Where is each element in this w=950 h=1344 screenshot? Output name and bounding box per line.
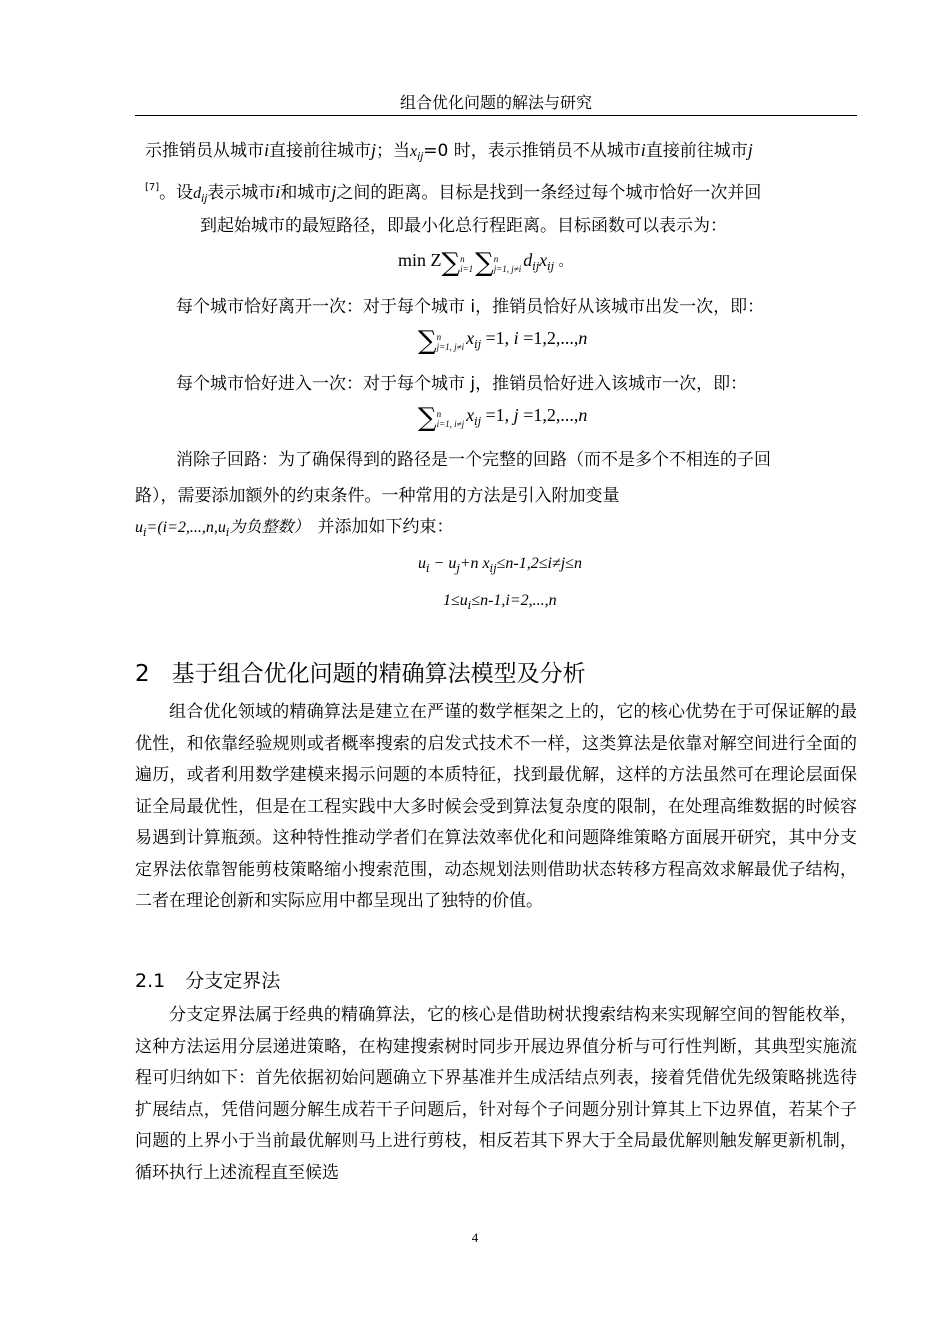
math-var: i — [275, 182, 281, 202]
math-var: i — [640, 140, 646, 160]
intro-line-3: 到起始城市的最短路径，即最小化总行程距离。目标函数可以表示为： — [200, 216, 727, 236]
math-text: +n x — [459, 555, 490, 572]
section-2-1-heading — [135, 966, 280, 993]
math-text: =1,2,..., — [518, 328, 579, 348]
intro-line-2 — [145, 178, 761, 209]
text-fragment: =0 时，表示推销员不从城市 — [423, 141, 641, 161]
math-sub: ij — [474, 338, 482, 351]
text-fragment: 并添加如下约束： — [317, 517, 454, 537]
section-2-heading — [135, 655, 586, 688]
text-fragment: 为负整数） — [229, 517, 310, 536]
text-fragment: ；当 — [376, 141, 411, 161]
sum-limits: n j=1, j≠i — [493, 254, 522, 274]
sum-symbol: ∑ — [441, 248, 461, 278]
math-var: u — [135, 519, 143, 536]
header-rule — [135, 115, 857, 116]
subtour-constraint-2: $1\le u_i\le n-1,i=2,...,n$ — [443, 592, 557, 612]
text-fragment: 示推销员从城市 — [145, 141, 264, 161]
math-var: d — [193, 185, 202, 202]
math-text: ≤n-1,2≤i≠j≤n — [496, 555, 582, 572]
math-text: − u — [429, 555, 457, 572]
math-var: x — [539, 250, 548, 270]
math-var: n — [578, 405, 588, 425]
section-number: 2.1 — [135, 970, 166, 992]
math-text: =1,2,..., — [518, 405, 579, 425]
math-var: n — [578, 328, 588, 348]
text-fragment: 和城市 — [280, 183, 332, 203]
page-number: 4 — [471, 1230, 479, 1245]
math-text: =1, — [481, 328, 514, 348]
constraint-2-formula — [418, 405, 587, 432]
math-var: x — [410, 143, 418, 160]
citation: [7] — [145, 182, 160, 193]
math-text: ≤n-1,i=2,...,n — [471, 592, 557, 609]
math-sub: ij — [474, 415, 482, 428]
math-sub: ij — [201, 192, 208, 205]
math-var: j — [513, 405, 519, 425]
running-header: 组合优化问题的解法与研究 — [399, 93, 592, 112]
math-var: x — [466, 405, 475, 425]
intro-line-1 — [145, 140, 753, 167]
text-fragment: 。 — [554, 254, 573, 270]
sum-symbol: ∑ — [475, 248, 494, 278]
constraint-1-formula — [418, 328, 587, 355]
math-sub: ij — [547, 260, 555, 273]
math-var: i — [513, 328, 519, 348]
paragraph: 分支定界法属于经典的精确算法，它的核心是借助树状搜索结构来实现解空间的智能枚举，这种方法运用分层递进策略，在构建搜索树时同步开展边界值分析与可行性判断，其典型实施流程可归纳如下：首先依据初始问题确立下界基准并生成活结点列表，接着凭借优先级策略挑选待扩展结点，凭借问题分解生成若干子问题后，针对每个子问题分别计算其上下边界值，若某个子问题的上界小于当前最优解则马上进行剪枝，相反若其下界大于全局最优解则触发解更新机制，循环执行上述流程直至候选 — [135, 1005, 857, 1183]
math-text: 1≤u — [443, 592, 468, 609]
math-var: d — [523, 250, 533, 270]
sum-limits: n i=1, i≠j — [436, 409, 465, 429]
subtour-variable-line: $u_i=(i=2,...,n,u_i$为负整数） 并添加如下约束： — [135, 517, 454, 539]
objective-formula — [398, 250, 573, 277]
math-text: min Z — [398, 250, 442, 270]
sum-symbol: ∑ — [418, 403, 437, 433]
constraint-1-text: 每个城市恰好离开一次：对于每个城市 i，推销员恰好从该城市出发一次，即： — [176, 297, 765, 317]
subtour-line-1: 消除子回路：为了确保得到的路径是一个完整的回路（而不是多个不相连的子回 — [176, 450, 771, 470]
text-fragment: 。设 — [159, 183, 194, 203]
section-2-1-body — [135, 1000, 857, 1189]
constraint-2-text: 每个城市恰好进入一次：对于每个城市 j，推销员恰好进入该城市一次，即： — [176, 374, 748, 394]
sum-limits: n j=1, j≠i — [436, 332, 465, 352]
section-title: 基于组合优化问题的精确算法模型及分析 — [171, 661, 586, 687]
subtour-line-2: 路），需要添加额外的约束条件。一种常用的方法是引入附加变量 — [135, 486, 620, 506]
math-var: j — [747, 140, 753, 160]
paragraph: 组合优化领域的精确算法是建立在严谨的数学框架之上的，它的核心优势在于可保证解的最优性，和依靠经验规则或者概率搜索的启发式技术不一样，这类算法是依靠对解空间进行全面的遍历，或者利用数学建模来揭示问题的本质特征，找到最优解，这样的方法虽然可在理论层面保证全局最优性，但是在工程实践中大多时候会受到算法复杂度的限制，在处理高维数据的时候容易遇到计算瓶颈。这种特性推动学者们在算法效率优化和问题降维策略方面展开研究，其中分支定界法依靠智能剪枝策略缩小搜索范围，动态规划法则借助状态转移方程高效求解最优子结构，二者在理论创新和实际应用中都呈现出了独特的价值。 — [135, 702, 857, 911]
section-title: 分支定界法 — [185, 970, 281, 992]
math-var: u — [418, 555, 426, 572]
math-sub: ij — [417, 150, 424, 163]
math-var: i — [264, 140, 270, 160]
section-2-body — [135, 697, 857, 918]
text-fragment: 之间的距离。目标是找到一条经过每个城市恰好一次并回 — [336, 183, 762, 203]
subtour-constraint-1: $u_i - u_j+n$ $x_{ij}\le n-1,2\le i\ne j\le n$ — [418, 555, 582, 575]
math-text: =(i=2,...,n,u — [146, 519, 226, 536]
sum-limits: n i=1 — [460, 254, 474, 274]
text-fragment: 直接前往城市 — [645, 141, 748, 161]
math-var: j — [331, 182, 337, 202]
math-var: x — [466, 328, 475, 348]
math-var: j — [371, 140, 377, 160]
text-fragment: 直接前往城市 — [269, 141, 372, 161]
sum-symbol: ∑ — [418, 326, 437, 356]
math-sub: ij — [532, 260, 540, 273]
text-fragment: 表示城市 — [207, 183, 276, 203]
section-number: 2 — [135, 661, 150, 687]
math-text: =1, — [481, 405, 514, 425]
